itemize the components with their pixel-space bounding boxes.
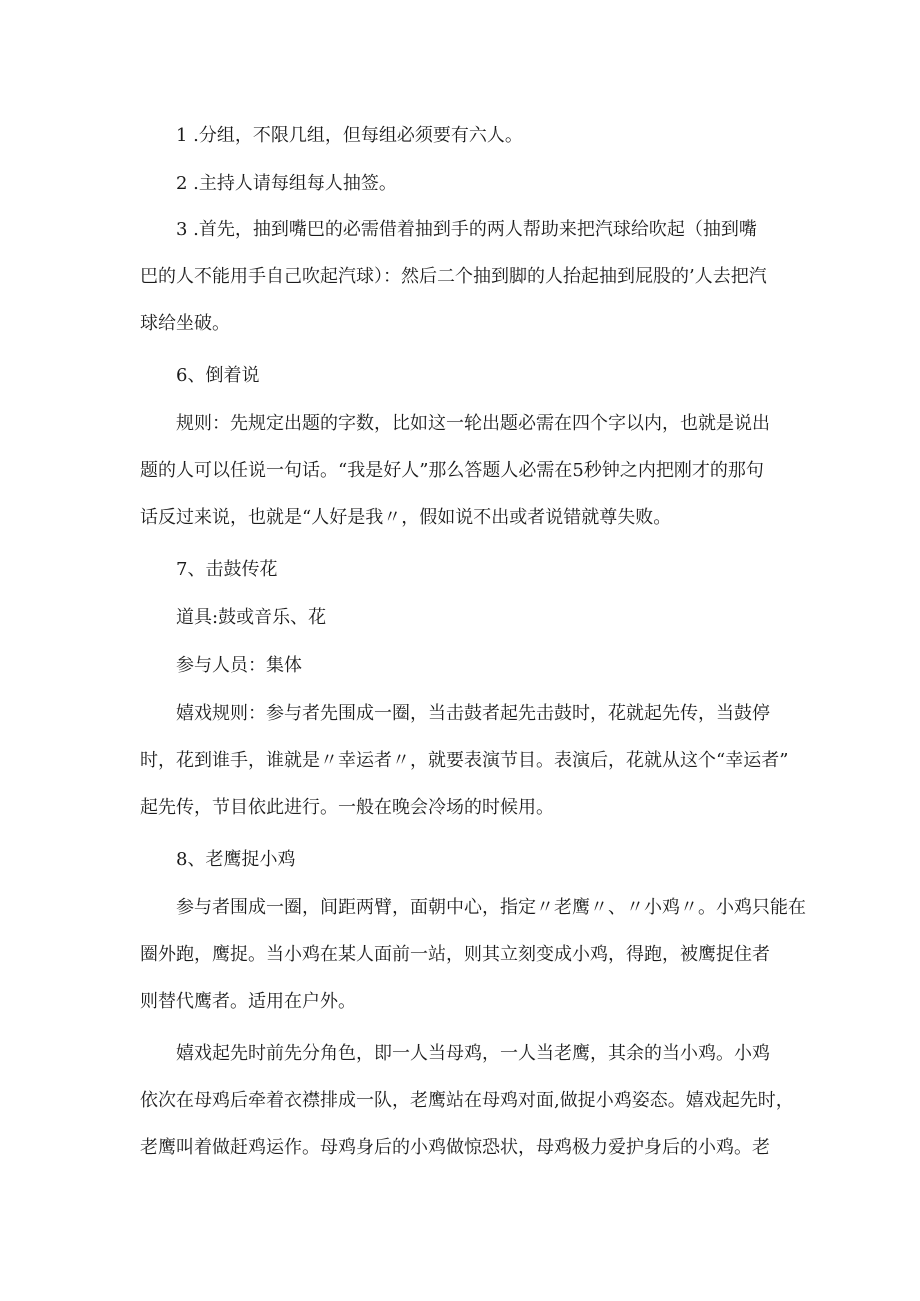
paragraph-8-gameplay: 嬉戏起先时前先分角色，即一人当母鸡，一人当老鹰，其余的当小鸡。小鸡 依次在母鸡后牵着衣襟排成一队，老鹰站在母鸡对面,做捉小鸡姿态。嬉戏起先时， 老鹰叫着做赶鸡运作。母鸡身后的小鸡做惊恐状，母鸡极力爱护身后的小鸡。老 bbox=[140, 1043, 794, 1158]
paragraph-7-rules: 嬉戏规则：参与者先围成一圈，当击鼓者起先击鼓时，花就起先传，当鼓停 时，花到谁手，谁就是〃幸运者〃，就要表演节目。表演后，花就从这个“幸运者” 起先传，节目依此进行。一般在晚会冷场的时候用。 bbox=[140, 703, 789, 818]
section-heading-7: 7、击鼓传花 bbox=[176, 559, 278, 580]
section-heading-6: 6、倒着说 bbox=[176, 365, 260, 386]
list-item-3: 3 .首先，抽到嘴巴的必需借着抽到手的两人帮助来把汽球给吹起（抽到嘴 巴的人不能用手自己吹起汽球）：然后二个抽到脚的人抬起抽到屁股的’人去把汽 球给坐破。 bbox=[140, 219, 767, 334]
list-item-1: 1 .分组，不限几组，但每组必须要有六人。 bbox=[176, 125, 523, 146]
paragraph-8-setup: 参与者围成一圈，间距两臂，面朝中心，指定〃老鹰〃、〃小鸡〃。小鸡只能在 圈外跑，鹰捉。当小鸡在某人面前一站，则其立刻变成小鸡，得跑，被鹰捉住者 则替代鹰者。适用在户外。 bbox=[140, 897, 806, 1012]
list-item-2: 2 .主持人请每组每人抽签。 bbox=[176, 173, 397, 194]
section-heading-8: 8、老鹰捉小鸡 bbox=[176, 849, 296, 870]
paragraph-7-participants: 参与人员：集体 bbox=[176, 655, 302, 676]
paragraph-7-props: 道具:鼓或音乐、花 bbox=[176, 607, 327, 628]
paragraph-6-rules: 规则：先规定出题的字数，比如这一轮出题必需在四个字以内，也就是说出 题的人可以任说一句话。“我是好人”那么答题人必需在5秒钟之内把刚才的那句 话反过来说，也就是“人好是我〃，假如说不出或者说错就尊失败。 bbox=[140, 413, 770, 528]
